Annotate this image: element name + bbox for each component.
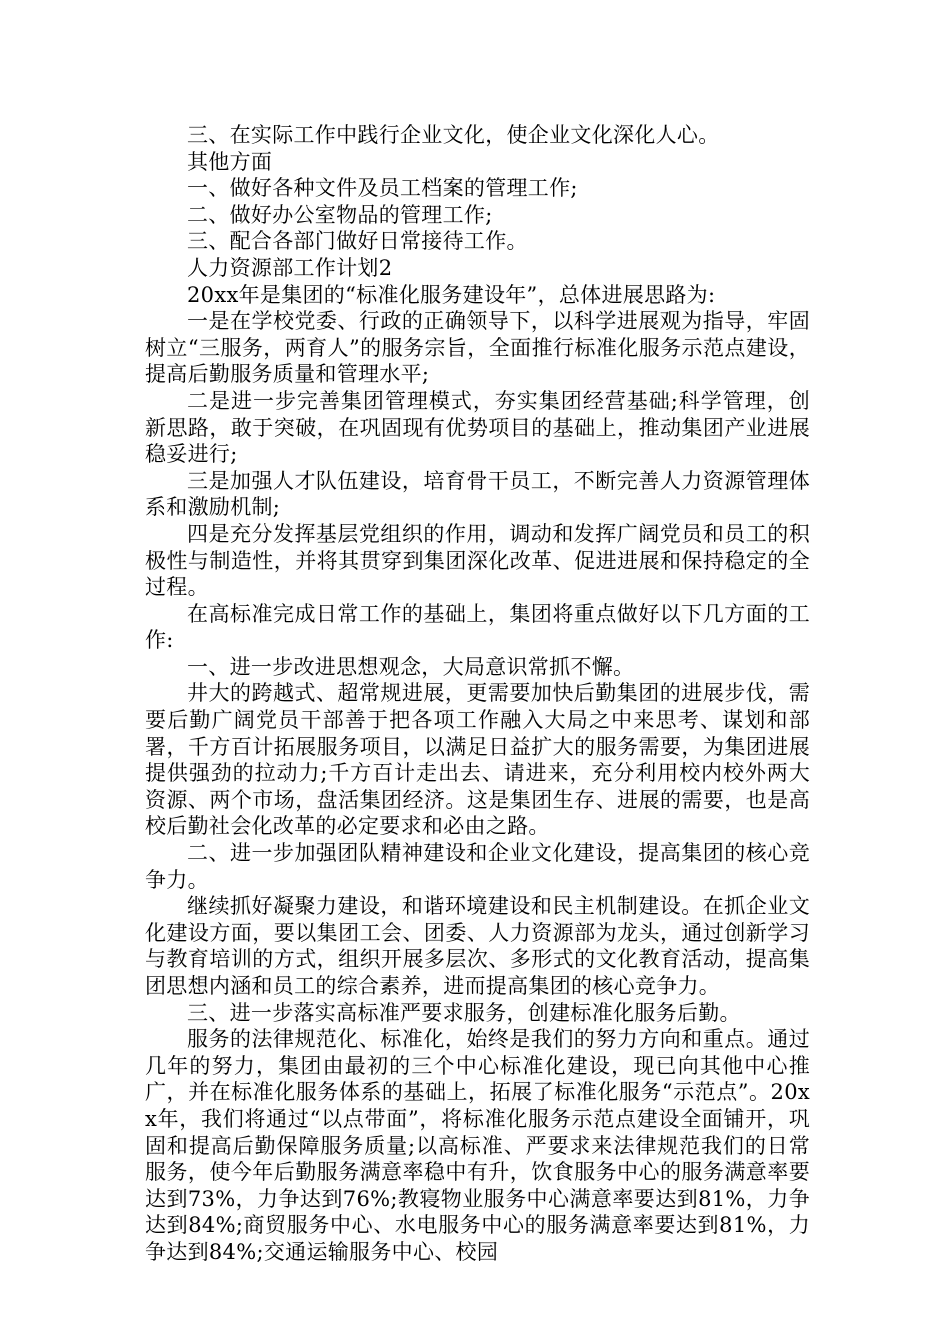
paragraph: 井大的跨越式、超常规进展，更需要加快后勤集团的进展步伐，需要后勤广阔党员干部善于把各项工作融入大局之中来思考、谋划和部署，千方百计拓展服务项目，以满足日益扩大的服务需要，为集团进展提供强劲的拉动力;千方百计走出去、请进来，充分利用校内校外两大资源、两个市场，盘活集团经济。这是集团生存、进展的需要，也是高校后勤社会化改革的必定要求和必由之路。 — [145, 681, 810, 839]
document-body — [145, 122, 810, 1266]
paragraph: 三、在实际工作中践行企业文化，使企业文化深化人心。 — [187, 123, 720, 147]
section-heading: 二、进一步加强团队精神建设和企业文化建设，提高集团的核心竞争力。 — [145, 841, 810, 892]
paragraph: 三是加强人才队伍建设，培育骨干员工，不断完善人力资源管理体系和激励机制; — [145, 468, 810, 520]
section-heading: 其他方面 — [187, 149, 273, 174]
section-heading: 三、进一步落实高标准严要求服务，创建标准化服务后勤。 — [187, 1000, 741, 1025]
paragraph: 二是进一步完善集团管理模式，夯实集团经营基础;科学管理，创新思路，敢于突破，在巩固现有优势项目的基础上，推动集团产业进展稳妥进行; — [145, 388, 810, 467]
paragraph: 二、做好办公室物品的管理工作; — [187, 202, 493, 227]
paragraph: 在高标准完成日常工作的基础上，集团将重点做好以下几方面的工作: — [145, 601, 810, 653]
paragraph: 继续抓好凝聚力建设，和谐环境建设和民主机制建设。在抓企业文化建设方面，要以集团工会、团委、人力资源部为龙头，通过创新学习与教育培训的方式，组织开展多层次、多形式的文化教育活动，提高集团思想内涵和员工的综合素养，进而提高集团的核心竞争力。 — [145, 894, 810, 998]
paragraph: 一是在学校党委、行政的正确领导下，以科学进展观为指导，牢固树立“三服务，两育人”的服务宗旨，全面推行标准化服务示范点建设，提高后勤服务质量和管理水平; — [145, 309, 810, 387]
paragraph: 服务的法律规范化、标准化，始终是我们的努力方向和重点。通过几年的努力，集团由最初的三个中心标准化建设，现已向其他中心推广，并在标准化服务体系的基础上，拓展了标准化服务“示范点”。20xx年，我们将通过“以点带面”，将标准化服务示范点建设全面铺开，巩固和提高后勤保障服务质量;以高标准、严要求来法律规范我们的日常服务，使今年后勤服务满意率稳中有升，饮食服务中心的服务满意率要达到73%，力争达到76%;教寝物业服务中心满意率要达到81%，力争达到84%;商贸服务中心、水电服务中心的服务满意率要达到81%，力争达到84%;交通运输服务中心、校园 — [145, 1027, 810, 1264]
paragraph: 三、配合各部门做好日常接待工作。 — [187, 229, 528, 254]
section-heading: 一、进一步改进思想观念，大局意识常抓不懈。 — [187, 654, 635, 679]
paragraph: 四是充分发挥基层党组织的作用，调动和发挥广阔党员和员工的积极性与制造性，并将其贯穿到集团深化改革、促进进展和保持稳定的全过程。 — [145, 521, 810, 600]
paragraph: 20xx年是集团的“标准化服务建设年”，总体进展思路为: — [187, 282, 716, 307]
document-title: 人力资源部工作计划2 — [187, 255, 393, 280]
paragraph: 一、做好各种文件及员工档案的管理工作; — [187, 176, 578, 201]
